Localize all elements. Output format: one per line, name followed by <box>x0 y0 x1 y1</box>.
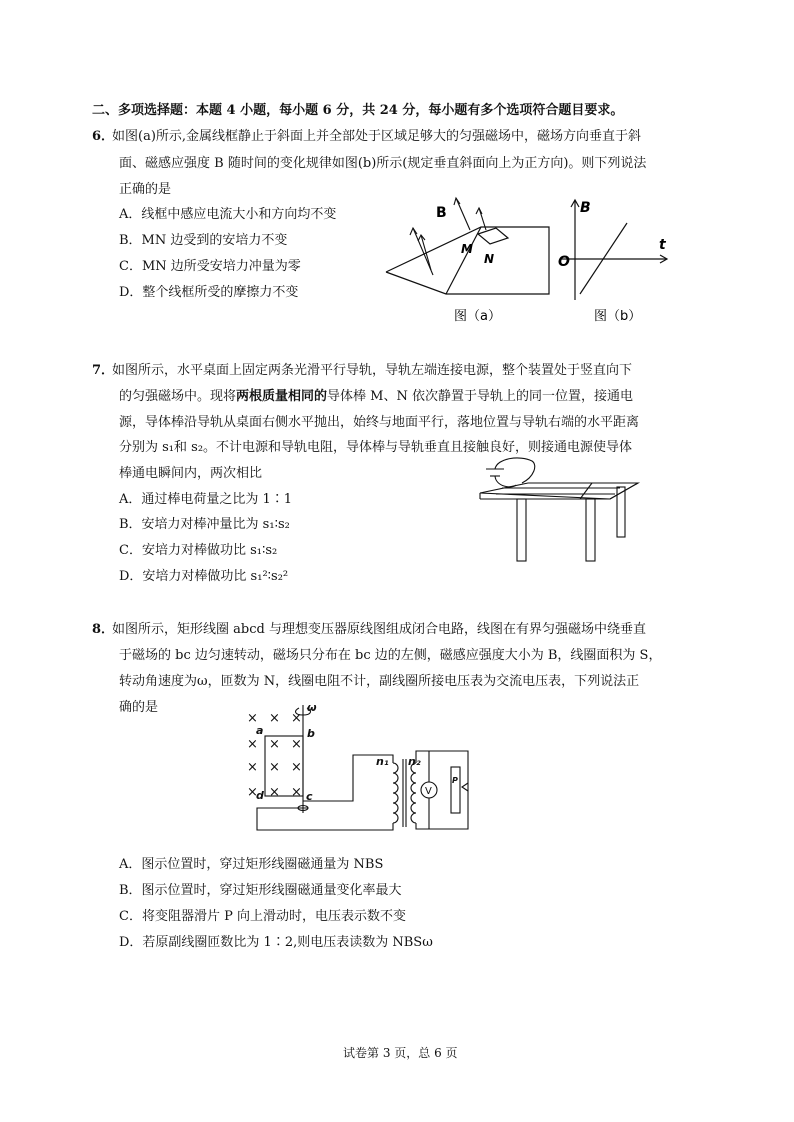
field-cross: × <box>269 737 280 752</box>
q6-number: 6． <box>92 129 115 144</box>
q8-stem-line-1: 如图所示，矩形线圈 abcd 与理想变压器原线图组成闭合电路，线图在有界匀强磁场中绕垂直 <box>112 622 646 637</box>
q6-option-c[interactable]: C．MN 边所受安培力冲量为零 <box>119 259 301 274</box>
fig-a-n-label: N <box>484 252 495 266</box>
voltmeter-label: V <box>425 786 432 797</box>
q8-stem-line-3: 转动角速度为ω，匝数为 N，线圈电阻不计，副线圈所接电压表为交流电压表，下列说法正 <box>119 674 640 689</box>
q7-stem-line-5: 棒通电瞬间内，两次相比 <box>119 466 263 481</box>
q7-line2-post: 导体棒 M、N 依次静置于导轨上的同一位置，接通电 <box>327 389 633 404</box>
q7-option-b[interactable]: B．安培力对棒冲量比为 s₁∶s₂ <box>119 517 290 532</box>
slider-p-label: P <box>452 776 458 785</box>
field-cross: × <box>247 711 258 726</box>
q8-figure-circuit <box>243 703 478 833</box>
fig-a-b-label: B <box>436 205 447 221</box>
corner-c-label: c <box>306 790 313 803</box>
q7-stem-line-4: 分别为 s₁和 s₂。不计电源和导轨电阻，导体棒与导轨垂直且接触良好，则接通电源使导体 <box>119 440 633 455</box>
fig-a-caption: 图（a） <box>454 309 501 324</box>
n1-label: n₁ <box>376 755 389 768</box>
q8-option-b[interactable]: B．图示位置时，穿过矩形线圈磁通量变化率最大 <box>119 883 402 898</box>
field-cross: × <box>291 760 302 775</box>
q7-option-c[interactable]: C．安培力对棒做功比 s₁∶s₂ <box>119 543 278 558</box>
field-cross: × <box>247 760 258 775</box>
field-cross: × <box>247 785 258 800</box>
field-cross: × <box>291 737 302 752</box>
q6-option-b[interactable]: B．MN 边受到的安培力不变 <box>119 233 288 248</box>
q8-num: 8 <box>92 622 102 637</box>
fig-b-origin-label: O <box>558 254 570 270</box>
q8-option-d[interactable]: D．若原副线圈匝数比为 1∶2,则电压表读数为 NBSω <box>119 935 433 950</box>
q7-option-a[interactable]: A．通过棒电荷量之比为 1∶1 <box>119 492 293 507</box>
q7-figure-table <box>472 455 644 567</box>
q6-option-a[interactable]: A．线框中感应电流大小和方向均不变 <box>119 207 337 222</box>
q7-num: 7 <box>92 363 102 378</box>
field-cross: × <box>247 737 258 752</box>
page-footer: 试卷第 3 页，总 6 页 <box>343 1046 458 1060</box>
q6-stem-line-3: 正确的是 <box>119 182 172 197</box>
q7-option-d[interactable]: D．安培力对棒做功比 s₁²∶s₂² <box>119 569 289 584</box>
q6-num: 6 <box>92 129 102 144</box>
field-cross: × <box>269 760 280 775</box>
omega-label: ω <box>307 703 317 714</box>
fig-b-t-label: t <box>659 237 666 253</box>
q8-stem-line-4: 确的是 <box>119 700 159 715</box>
q6-option-d[interactable]: D．整个线框所受的摩擦力不变 <box>119 285 299 300</box>
q8-option-c[interactable]: C．将变阻器滑片 P 向上滑动时，电压表示数不变 <box>119 909 406 924</box>
corner-a-label: a <box>256 724 264 737</box>
q6-figure-a <box>378 190 558 330</box>
q7-stem-line-3: 源，导体棒沿导轨从桌面右侧水平抛出，始终与地面平行，落地位置与导轨右端的水平距离 <box>119 415 640 430</box>
fig-b-caption: 图（b） <box>594 309 642 324</box>
q6-stem-line-2: 面、磁感应强度 B 随时间的变化规律如图(b)所示(规定垂直斜面向上为正方向)。则下列说法 <box>119 156 647 171</box>
field-cross: × <box>269 711 280 726</box>
q8-stem-line-2: 于磁场的 bc 边匀速转动，磁场只分布在 bc 边的左侧，磁感应强度大小为 B，线圈面积为 S， <box>119 648 662 663</box>
q7-line2-bold: 两根质量相同的 <box>236 389 328 404</box>
q7-number: 7． <box>92 363 115 378</box>
corner-b-label: b <box>307 727 315 740</box>
field-cross: × <box>291 785 302 800</box>
fig-a-m-label: M <box>461 242 473 256</box>
q7-line2-pre: 的匀强磁场中。现将 <box>119 389 237 404</box>
q6-stem-line-1: 如图(a)所示,金属线框静止于斜面上并全部处于区域足够大的匀强磁场中，磁场方向垂直于斜 <box>112 129 642 144</box>
section-heading: 二、多项选择题：本题 4 小题，每小题 6 分，共 24 分，每小题有多个选项符合题目要求。 <box>92 103 624 118</box>
corner-d-label: d <box>256 789 264 802</box>
q7-stem-line-2 <box>119 387 633 407</box>
field-cross: × <box>269 785 280 800</box>
n2-label: n₂ <box>408 755 421 768</box>
field-cross: × <box>291 711 302 726</box>
q8-option-a[interactable]: A．图示位置时，穿过矩形线圈磁通量为 NBS <box>119 857 384 872</box>
q6-figure-b <box>552 190 672 330</box>
fig-b-b-label: B <box>580 200 591 216</box>
q8-number: 8． <box>92 622 115 637</box>
q7-stem-line-1: 如图所示，水平桌面上固定两条光滑平行导轨，导轨左端连接电源，整个装置处于竖直向下 <box>112 363 633 378</box>
